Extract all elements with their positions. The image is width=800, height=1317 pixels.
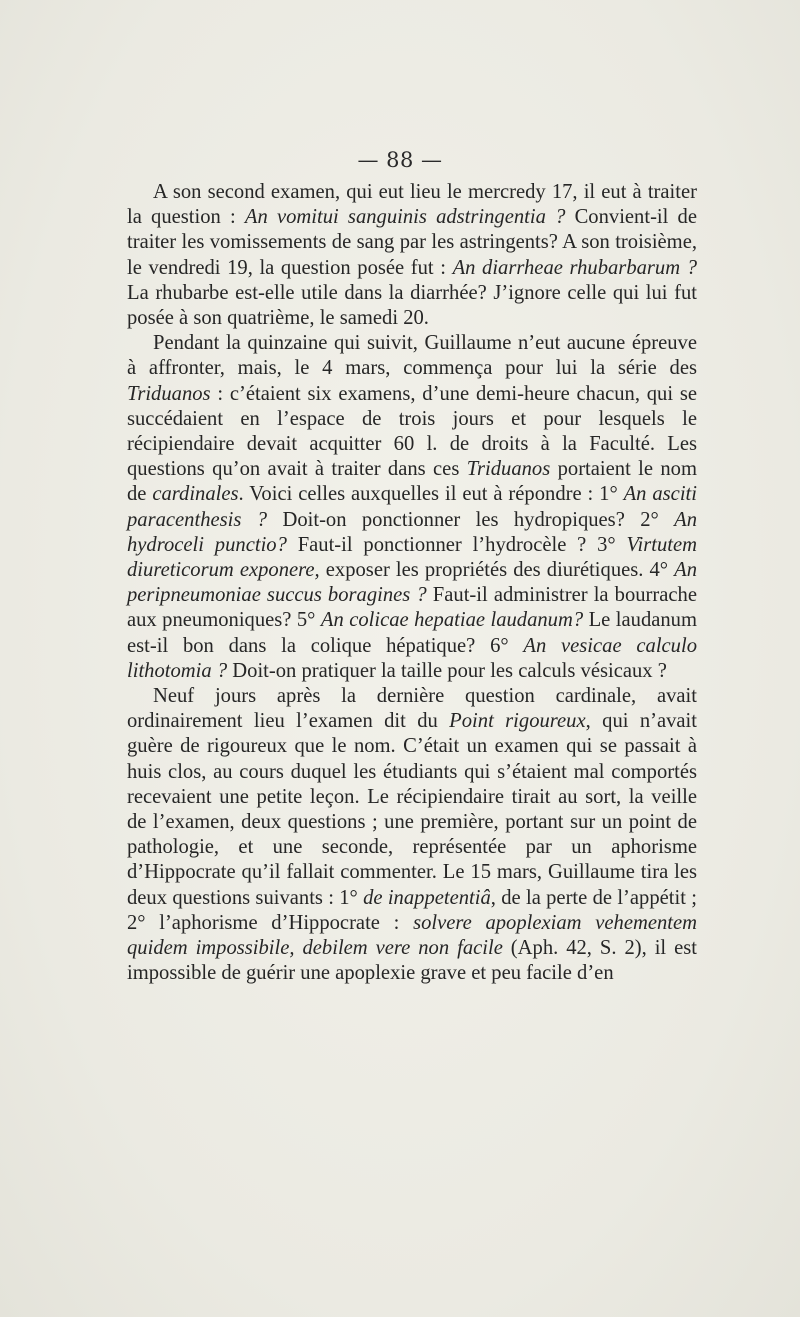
latin-phrase: Point rigoureux (449, 710, 586, 733)
text-run: Doit-on ponctionner les hydropiques? 2° (267, 508, 675, 531)
latin-phrase: Virtutem diureticorum exponere, (127, 533, 697, 582)
paragraph-1 (127, 180, 697, 331)
latin-phrase: An asciti paracenthesis ? (127, 483, 697, 531)
latin-phrase: An colicae hepatiae laudanum? (320, 609, 584, 632)
latin-phrase: solvere apoplexiam vehementem quidem impossibile, debilem vere non facile (127, 911, 698, 960)
latin-phrase: An vesicae calculo lithotomia ? (127, 634, 697, 682)
page-number: — 88 — (357, 148, 443, 172)
text-run: A son second examen, qui eut lieu le mercredy 17, il eut à traiter la question : (127, 181, 697, 229)
text-run: La rhubarbe est-elle utile dans la diarrhée? J’ignore celle qui lui fut posée à son quatrième, le samedi 20. (127, 281, 697, 330)
text-run: Convient-il de traiter les vomissements de sang par les astringents? A son troisième, le vendredi 19, la question posée fut : (127, 206, 697, 279)
text-run: , de la perte de l’appétit ; 2° l’aphorisme d’Hippocrate : (127, 886, 697, 934)
text-run: (Aph. 42, S. 2), il est impossible de guérir une apoplexie grave et peu facile d’en (127, 937, 697, 985)
text-run: Le laudanum est-il bon dans la colique hépatique? 6° (127, 609, 697, 657)
latin-phrase: de inappetentiâ (363, 886, 491, 909)
text-run: Faut-il ponctionner l’hydrocèle ? 3° (286, 533, 627, 556)
text-run: portaient le nom de (127, 458, 697, 506)
text-run: Faut-il administrer la bourrache aux pneumoniques? 5° (127, 584, 697, 632)
text-run: exposer les propriétés des diurétiques. 4° (319, 559, 675, 582)
latin-phrase: An hydroceli punctio? (127, 508, 698, 556)
latin-phrase: cardinales (152, 483, 239, 506)
latin-phrase: Triduanos (127, 382, 211, 405)
latin-phrase: An vomitui sanguinis adstringentia ? (244, 206, 566, 229)
text-run: Neuf jours après la dernière question cardinale, avait ordinairement lieu l’examen dit du (127, 685, 697, 733)
paragraph-3 (127, 684, 697, 986)
text-run: , qui n’avait guère de rigoureux que le nom. C’était un examen qui se passait à huis clos, au cours duquel les étudiants qui s’étaient mal comportés recevaient une petite leçon. Le récipiendaire tirait au sort, la veille de l’examen, deux questions ; une première, portant sur un point de pathologie, et une seconde, représentée par un aphorisme d’Hippocrate qu’il fallait commenter. Le 15 mars, Guillaume tira les deux questions suivants : 1° (127, 710, 697, 909)
latin-phrase: An peripneumoniae succus boragines ? (127, 559, 697, 607)
latin-phrase: Triduanos (466, 458, 551, 481)
text-run: Pendant la quinzaine qui suivit, Guillaume n’eut aucune épreuve à affronter, mais, le 4 mars, commença pour lui la série des (127, 332, 697, 380)
latin-phrase: An diarrheae rhubarbarum ? (452, 256, 697, 279)
body-text (127, 180, 697, 987)
paragraph-2 (127, 331, 697, 684)
text-run: : c’étaient six examens, d’une demi-heure chacun, qui se succédaient en l’espace de trois jours et pour lesquels le récipiendaire devait acquitter 60 l. de droits à la Faculté. Les questions qu’on avait à traiter dans ces (127, 382, 697, 481)
text-run: Doit-on pratiquer la taille pour les calculs vésicaux ? (227, 659, 667, 682)
text-run: . Voici celles auxquelles il eut à répondre : 1° (238, 483, 624, 506)
